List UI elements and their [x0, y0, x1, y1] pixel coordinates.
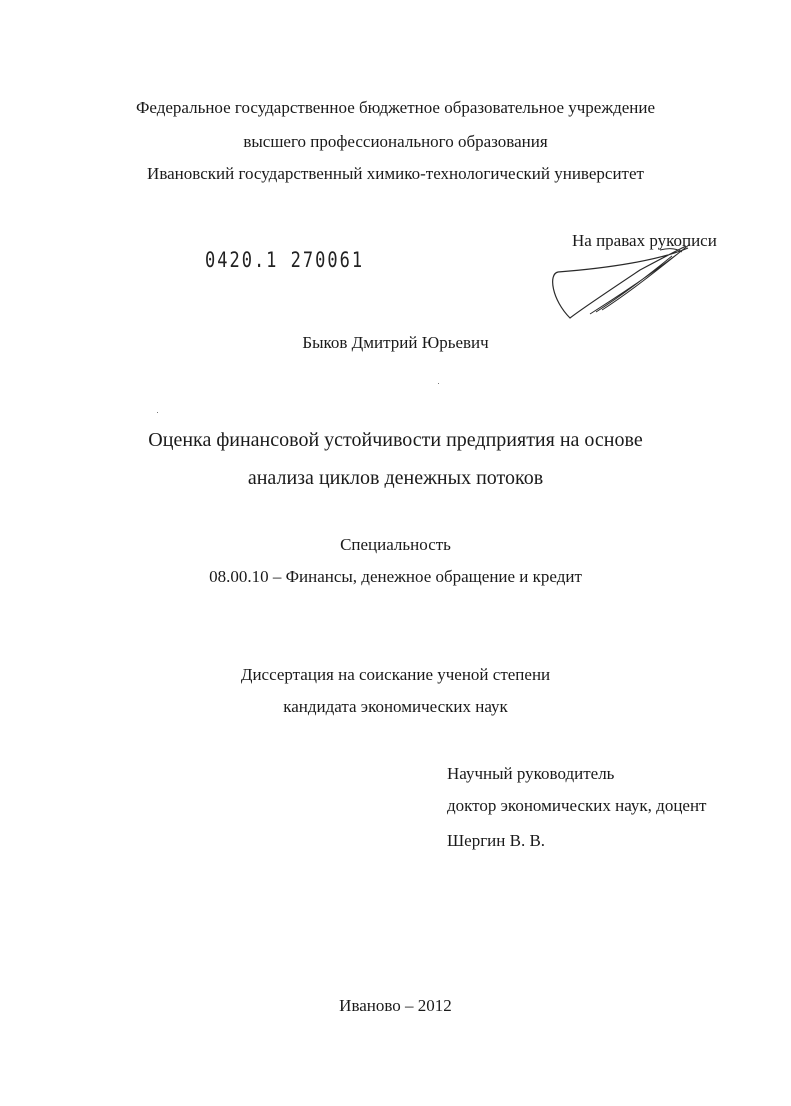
manuscript-note: На правах рукописи: [572, 231, 717, 250]
thesis-title-line-1: Оценка финансовой устойчивости предприятия на основе: [148, 429, 643, 451]
scan-speck: [157, 412, 158, 413]
supervisor-rank: доктор экономических наук, доцент: [447, 796, 707, 815]
supervisor-name: Шергин В. В.: [447, 831, 546, 850]
degree-line-2: кандидата экономических наук: [283, 697, 508, 716]
supervisor-label: Научный руководитель: [447, 764, 615, 783]
institution-line-2: высшего профессионального образования: [243, 132, 548, 151]
signature-icon: [540, 240, 700, 330]
degree-line-1: Диссертация на соискание ученой степени: [240, 665, 551, 684]
scan-speck: [438, 383, 439, 384]
thesis-title-line-2: анализа циклов денежных потоков: [247, 467, 544, 489]
specialty-value: 08.00.10 – Финансы, денежное обращение и кредит: [209, 567, 582, 586]
registration-code: 0420.1 270061: [205, 248, 365, 273]
place-year: Иваново – 2012: [339, 996, 452, 1015]
institution-line-3: Ивановский государственный химико-технологический университет: [147, 164, 644, 183]
institution-line-1: Федеральное государственное бюджетное образовательное учреждение: [135, 98, 656, 117]
author-name: Быков Дмитрий Юрьевич: [302, 333, 489, 352]
specialty-label: Специальность: [340, 535, 451, 554]
